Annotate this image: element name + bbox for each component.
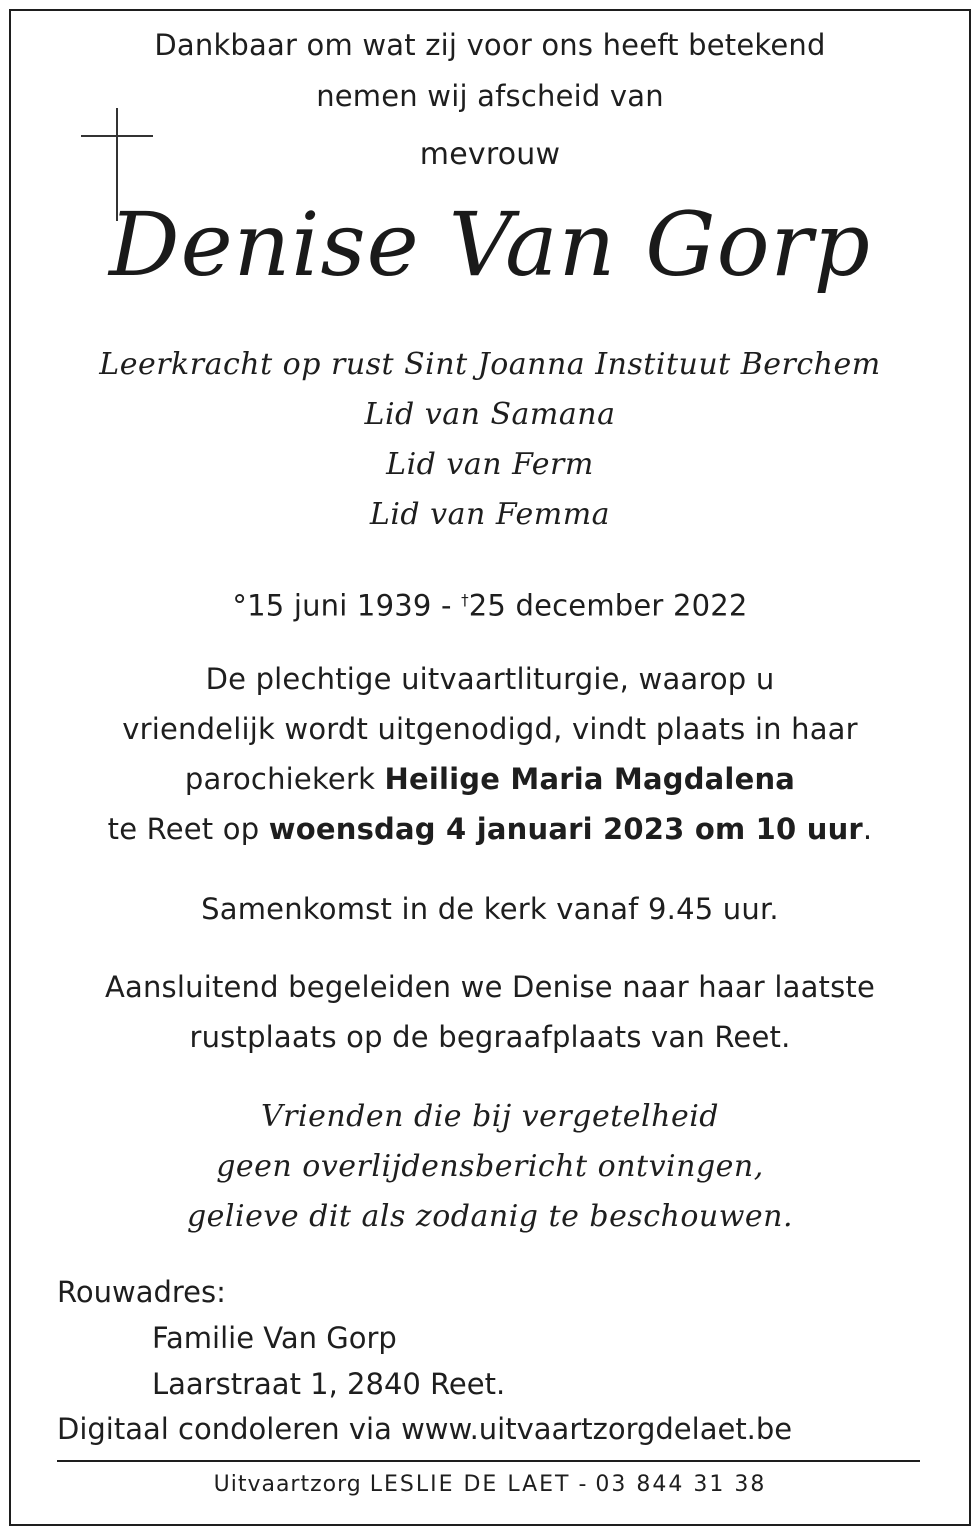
condolence-link[interactable]: Digitaal condoleren via www.uitvaartzorgdelaet.be: [57, 1412, 793, 1446]
life-dates: [0, 582, 980, 624]
role-line: Leerkracht op rust Sint Joanna Instituut Berchem: [99, 347, 881, 382]
birth-date: 15 juni 1939: [247, 588, 432, 623]
role-line: Lid van Ferm: [386, 447, 594, 482]
death-symbol: †: [461, 591, 469, 609]
ceremony-prefix: parochiekerk: [184, 762, 385, 796]
funeral-company: LESLIE DE LAET: [369, 1472, 571, 1497]
footer-separator: -: [570, 1472, 596, 1497]
address-street: Laarstraat 1, 2840 Reet.: [152, 1367, 506, 1401]
ceremony-datetime: woensdag 4 januari 2023 om 10 uur: [268, 812, 863, 846]
burial-line-1: Aansluitend begeleiden we Denise naar haar laatste: [104, 970, 876, 1004]
role-line: Lid van Femma: [369, 497, 611, 532]
notice-line: Vrienden die bij vergetelheid: [261, 1099, 719, 1134]
ceremony-period: .: [862, 812, 873, 846]
footer-divider: [57, 1460, 920, 1462]
death-date: 25 december 2022: [468, 588, 748, 623]
gathering-text: Samenkomst in de kerk vanaf 9.45 uur.: [201, 892, 779, 926]
footer: [0, 1470, 980, 1500]
phone-number[interactable]: 03 844 31 38: [595, 1472, 767, 1497]
burial-line-2: rustplaats op de begraafplaats van Reet.: [189, 1020, 791, 1054]
intro-line-1: Dankbaar om wat zij voor ons heeft betekend: [154, 28, 826, 62]
intro-line-2: nemen wij afscheid van: [316, 79, 664, 113]
notice-line: gelieve dit als zodanig te beschouwen.: [186, 1199, 794, 1234]
role-line: Lid van Samana: [364, 397, 616, 432]
ceremony-line-1: De plechtige uitvaartliturgie, waarop u: [205, 662, 775, 696]
footer-prefix: Uitvaartzorg: [213, 1472, 370, 1497]
ceremony-line-3: [0, 761, 980, 797]
ceremony-line-2: vriendelijk wordt uitgenodigd, vindt plaats in haar: [122, 712, 858, 746]
notice-line: geen overlijdensbericht ontvingen,: [216, 1149, 764, 1184]
church-name: Heilige Maria Magdalena: [384, 762, 796, 796]
address-label: Rouwadres:: [57, 1275, 226, 1309]
deceased-name: Denise Van Gorp: [109, 193, 871, 296]
birth-symbol: °: [232, 588, 248, 623]
salutation: mevrouw: [419, 137, 561, 172]
date-separator: -: [431, 588, 462, 623]
ceremony-line-4: [0, 811, 980, 847]
address-family: Familie Van Gorp: [152, 1321, 397, 1355]
ceremony-location: te Reet op: [107, 812, 269, 846]
